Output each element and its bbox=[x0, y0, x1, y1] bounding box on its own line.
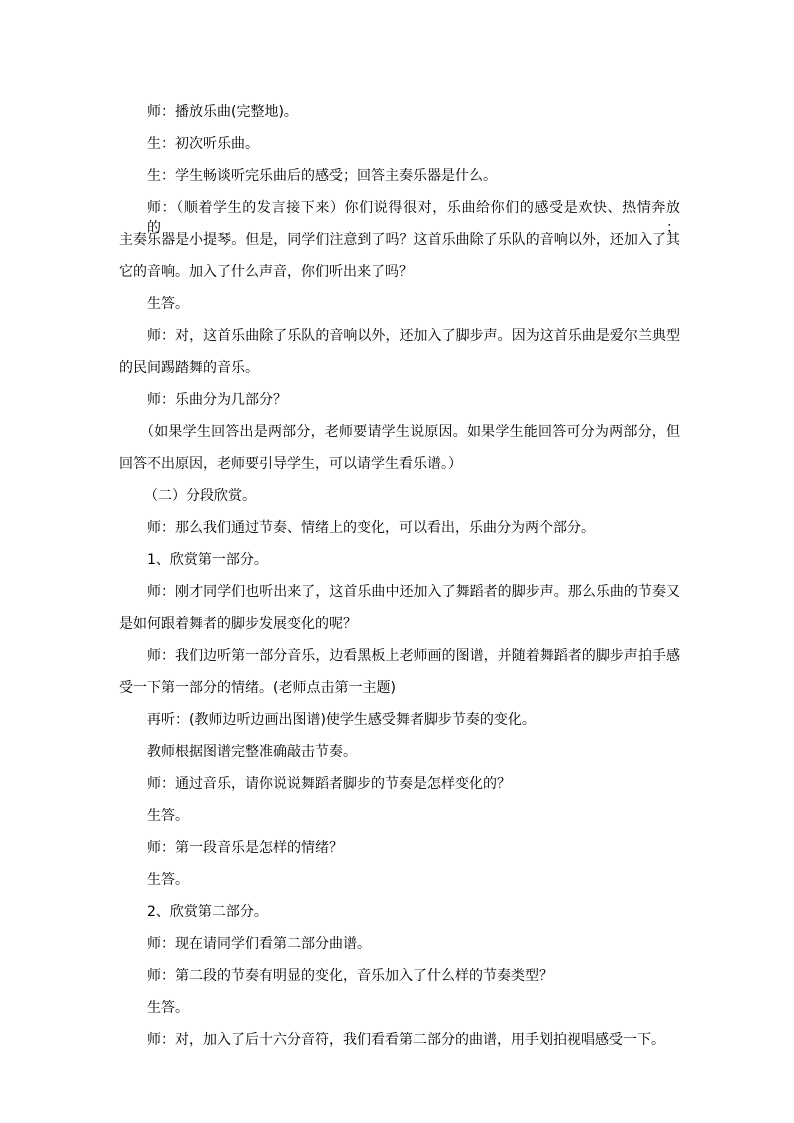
text-line-22: 师：通过音乐，请你说说舞蹈者脚步的节奏是怎样变化的？ bbox=[147, 776, 511, 792]
text-line-26: 2、欣赏第二部分。 bbox=[147, 904, 268, 920]
text-line-21: 教师根据图谱完整准确敲击节奏。 bbox=[147, 744, 357, 760]
text-line-29: 生答。 bbox=[147, 1000, 189, 1016]
text-line-2: 生：初次听乐曲。 bbox=[147, 136, 259, 152]
text-line-20: 再听：(教师边听边画出图谱)使学生感受舞者脚步节奏的变化。 bbox=[147, 712, 536, 728]
text-line-30: 师：对，加入了后十六分音符，我们看看第二部分的曲谱，用手划拍视唱感受一下。 bbox=[147, 1032, 665, 1048]
text-line-23: 生答。 bbox=[147, 808, 189, 824]
text-line-16: 师：刚才同学们也听出来了，这首乐曲中还加入了舞蹈者的脚步声。那么乐曲的节奏又 bbox=[147, 584, 680, 600]
text-line-5: 主奏乐器是小提琴。但是，同学们注意到了吗？这首乐曲除了乐队的音响以外，还加入了其 bbox=[119, 232, 680, 248]
text-line-11: （如果学生回答出是两部分，老师要请学生说原因。如果学生能回答可分为两部分，但 bbox=[140, 424, 680, 440]
text-line-8: 师：对，这首乐曲除了乐队的音响以外，还加入了脚步声。因为这首乐曲是爱尔兰典型 bbox=[147, 328, 680, 344]
text-line-24: 师：第一段音乐是怎样的情绪？ bbox=[147, 840, 343, 856]
text-line-6: 它的音响。加入了什么声音，你们听出来了吗？ bbox=[119, 264, 413, 280]
text-line-3: 生：学生畅谈听完乐曲后的感受；回答主奏乐器是什么。 bbox=[147, 168, 497, 184]
text-line-27: 师：现在请同学们看第二部分曲谱。 bbox=[147, 936, 371, 952]
text-line-9: 的民间踢踏舞的音乐。 bbox=[119, 360, 259, 376]
text-line-10: 师：乐曲分为几部分？ bbox=[147, 392, 287, 408]
text-line-19: 受一下第一部分的情绪。(老师点击第一主题) bbox=[119, 680, 396, 696]
text-line-15: 1、欣赏第一部分。 bbox=[147, 552, 268, 568]
text-line-28: 师：第二段的节奏有明显的变化，音乐加入了什么样的节奏类型？ bbox=[147, 968, 553, 984]
text-line-14: 师：那么我们通过节奏、情绪上的变化，可以看出，乐曲分为两个部分。 bbox=[147, 520, 595, 536]
text-line-13: （二）分段欣赏。 bbox=[144, 488, 256, 504]
text-line-17: 是如何跟着舞者的脚步发展变化的呢？ bbox=[119, 616, 357, 632]
text-line-25: 生答。 bbox=[147, 872, 189, 888]
text-line-18: 师：我们边听第一部分音乐，边看黑板上老师画的图谱，并随着舞蹈者的脚步声拍手感 bbox=[147, 648, 680, 664]
text-line-4: 师：（顺着学生的发言接下来）你们说得很对，乐曲给你们的感受是欢快、热情奔放的； bbox=[147, 200, 680, 236]
text-line-7: 生答。 bbox=[147, 296, 189, 312]
text-line-12: 回答不出原因，老师要引导学生，可以请学生看乐谱。） bbox=[119, 456, 462, 472]
text-line-1: 师：播放乐曲(完整地)。 bbox=[147, 104, 298, 120]
